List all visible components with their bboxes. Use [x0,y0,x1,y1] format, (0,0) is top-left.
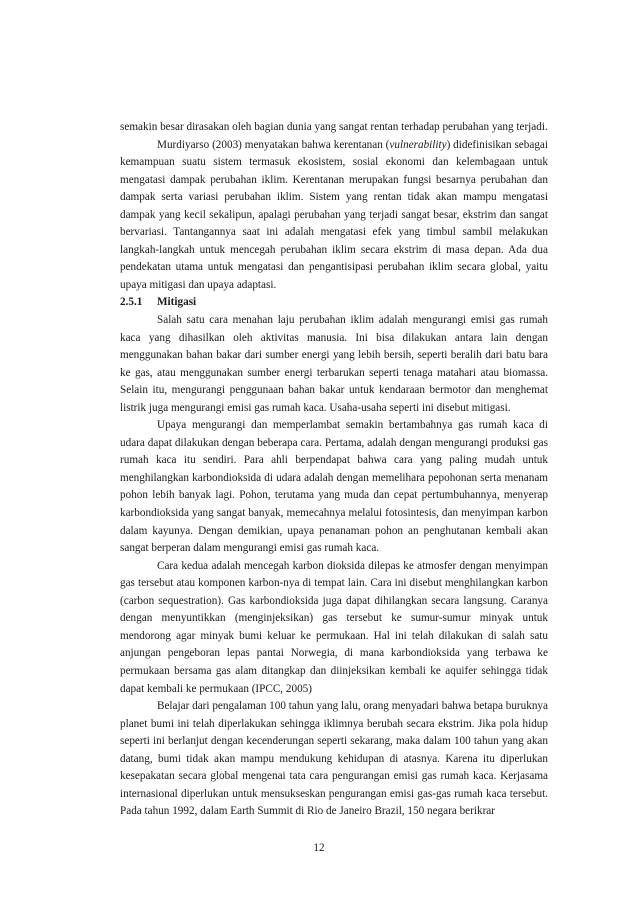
section-heading [120,294,548,312]
mitigation-paragraph-1: Salah satu cara menahan laju perubahan iklim adalah mengurangi emisi gas rumah kaca yang dihasilkan oleh aktivitas manusia. Ini bisa dilakukan antara lain dengan menggunakan bahan bakar dari sumber energi yang lebih bersih, seperti beralih dari batu bara ke gas, atau menggunakan sumber energi terbarukan seperti tenaga matahari atau biomassa. Selain itu, mengurangi penggunaan bahan bakar untuk kendaraan bermotor dan menghemat listrik juga mengurangi emisi gas rumah kaca. Usaha-usaha seperti ini disebut mitigasi. [120,314,548,414]
mitigation-paragraph-4: Belajar dari pengalaman 100 tahun yang lalu, orang menyadari bahwa betapa buruknya planet bumi ini telah diperlakukan sehingga iklimnya berubah secara ekstrim. Jika pola hidup seperti ini berlanjut dengan kecenderungan seperti sekarang, maka dalam 100 tahun yang akan datang, bumi tidak akan mampu mendukung kehidupan di atasnya. Karena itu diperlukan kesepakatan secara global mengenai tata cara pengurangan emisi gas rumah kaca. Kerjasama internasional diperlukan untuk mensukseskan pengurangan emisi gas-gas rumah kaca tersebut. Pada tahun 1992, dalam Earth Summit di Rio de Janeiro Brazil, 150 negara berikrar [120,700,548,818]
section-title: Mitigasi [157,296,197,309]
vulnerability-text-before: Murdiyarso (2003) menyatakan bahwa kerentanan ( [157,138,390,151]
section-number: 2.5.1 [120,296,143,309]
mitigation-paragraph-3: Cara kedua adalah mencegah karbon dioksida dilepas ke atmosfer dengan menyimpan gas tersebut atau komponen karbon-nya di tempat lain. Cara ini disebut menghilangkan karbon (carbon sequestration). Gas karbondioksida juga dapat dihilangkan secara langsung. Caranya dengan menyuntikkan (menginjeksikan) gas tersebut ke sumur-sumur minyak untuk mendorong agar minyak bumi keluar ke permukaan. Hal ini telah dilakukan di salah satu anjungan pengeboran lepas pantai Norwegia, di mana karbondioksida yang terbawa ke permukaan bersama gas alam ditangkap dan diinjeksikan kembali ke aquifer sehingga tidak dapat kembali ke permukaan (IPCC, 2005) [120,559,548,695]
page-number: 12 [313,842,325,854]
continuation-paragraph: semakin besar dirasakan oleh bagian dunia yang sangat rentan terhadap perubahan yang terjadi. [120,121,548,133]
body-text [120,119,548,821]
vulnerability-paragraph [120,137,548,295]
mitigation-paragraph-2: Upaya mengurangi dan memperlambat semakin bertambahnya gas rumah kaca di udara dapat dilakukan dengan beberapa cara. Pertama, adalah dengan mengurangi produksi gas rumah kaca itu sendiri. Para ahli berpendapat bahwa cara yang paling mudah untuk menghilangkan karbondioksida di udara adalah dengan memelihara pepohonan serta menanam pohon lebih banyak lagi. Pohon, terutama yang muda dan cepat pertumbuhannya, menyerap karbondioksida yang sangat banyak, memecahnya melalui fotosintesis, dan menyimpan karbon dalam kayunya. Dengan demikian, upaya penanaman pohon an penghutanan kembali akan sangat berperan dalam mengurangi emisi gas rumah kaca. [120,419,548,555]
vulnerability-text-after: ) didefinisikan sebagai kemampuan suatu sistem termasuk ekosistem, sosial ekonomi dan kelembagaan untuk mengatasi dampak perubahan iklim. Kerentanan merupakan fungsi besarnya perubahan dan dampak serta variasi perubahan iklim. Sistem yang rentan tidak akan mampu mengatasi dampak yang kecil sekalipun, apalagi perubahan yang terjadi sangat besar, ekstrim dan sangat bervariasi. Tantangannya saat ini adalah mengatasi efek yang timbul sambil melakukan langkah-langkah untuk mencegah perubahan iklim secara ekstrim di masa depan. Ada dua pendekatan utama untuk mengatasi dan pengantisipasi perubahan iklim secara global, yaitu upaya mitigasi dan upaya adaptasi. [120,138,548,291]
vulnerability-term: vulnerability [389,138,447,151]
